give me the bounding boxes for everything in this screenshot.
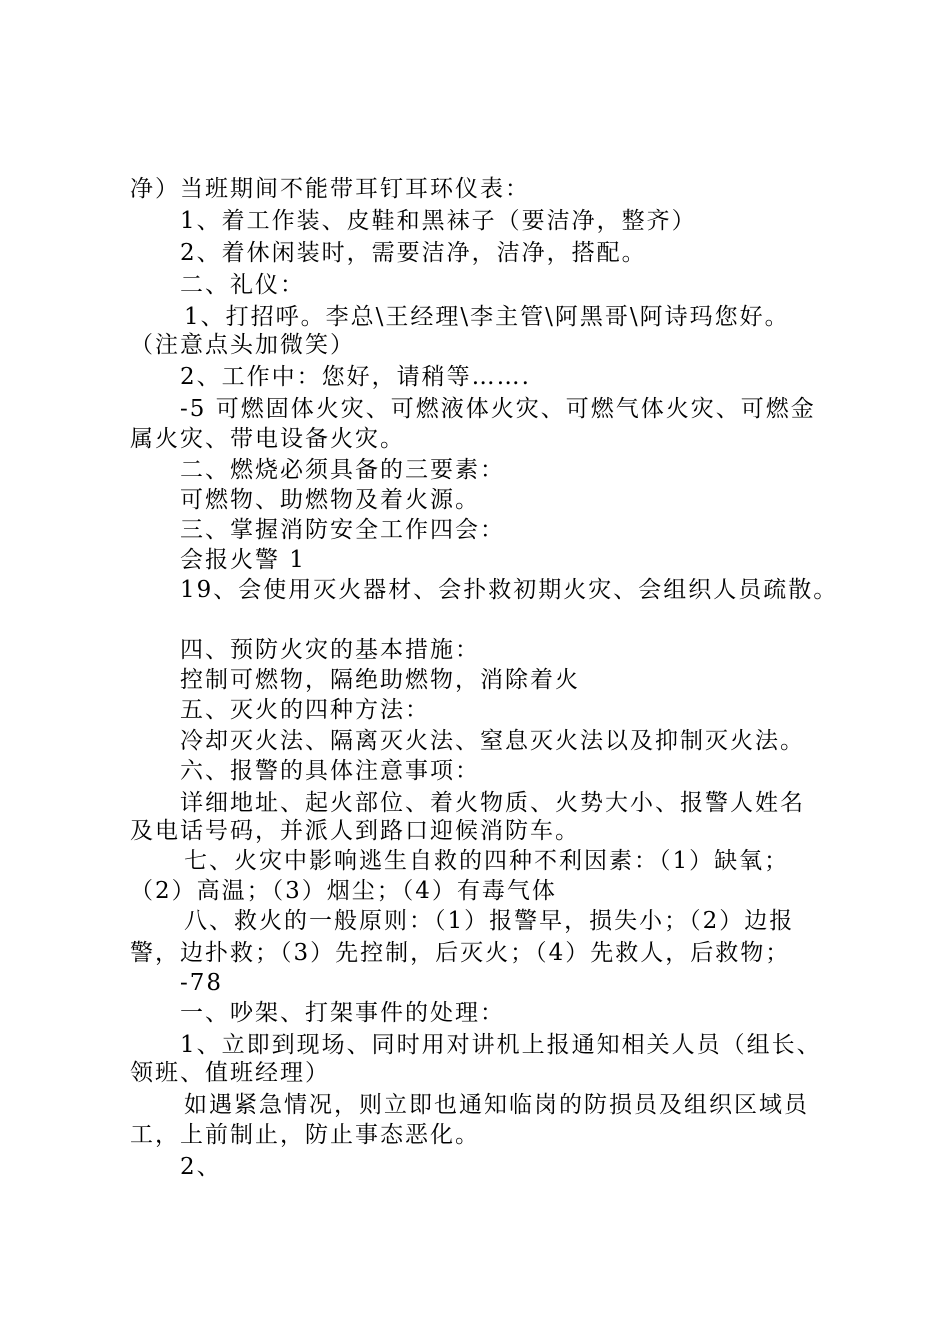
text-line: （2）高温；（3）烟尘；（4）有毒气体 [130, 878, 557, 904]
text-line: 净）当班期间不能带耳钉耳环仪表： [130, 176, 530, 202]
section-heading: 四、预防火灾的基本措施： [180, 637, 480, 663]
text-line: 2、 [180, 1154, 222, 1180]
text-line: 1、打招呼。李总\王经理\李主管\阿黑哥\阿诗玛您好。 [184, 304, 790, 330]
text-line: 19、会使用灭火器材、会扑救初期火灾、会组织人员疏散。 [180, 577, 839, 603]
section-heading: 二、燃烧必须具备的三要素： [180, 457, 505, 483]
section-heading: 二、礼仪： [180, 272, 305, 298]
text-line: -5 可燃固体火灾、可燃液体火灾、可燃气体火灾、可燃金 [180, 396, 816, 422]
section-heading: 五、灭火的四种方法： [180, 697, 430, 723]
text-line: 1、着工作装、皮鞋和黑袜子（要洁净，整齐） [180, 208, 697, 234]
text-line: 1、立即到现场、同时用对讲机上报通知相关人员（组长、 [180, 1032, 822, 1058]
text-line: 警，边扑救；（3）先控制，后灭火；（4）先救人，后救物； [130, 940, 791, 966]
section-heading: 三、掌握消防安全工作四会： [180, 517, 505, 543]
section-heading: 八、救火的一般原则：（1）报警早，损失小；（2）边报 [184, 908, 795, 934]
section-heading: 一、吵架、打架事件的处理： [180, 1000, 505, 1026]
section-heading: 六、报警的具体注意事项： [180, 758, 480, 784]
text-line: 详细地址、起火部位、着火物质、火势大小、报警人姓名 [180, 790, 805, 816]
text-line: 及电话号码，并派人到路口迎候消防车。 [130, 818, 580, 844]
text-line: -78 [180, 970, 224, 996]
text-line: （注意点头加微笑） [130, 332, 355, 358]
text-line: 属火灾、带电设备火灾。 [130, 426, 405, 452]
text-line: 领班、值班经理） [130, 1060, 330, 1086]
text-line: 工，上前制止，防止事态恶化。 [130, 1122, 480, 1148]
text-line: 2、工作中：您好，请稍等……. [180, 364, 531, 390]
text-line: 2、着休闲装时，需要洁净，洁净，搭配。 [180, 240, 647, 266]
text-line: 如遇紧急情况，则立即也通知临岗的防损员及组织区域员 [184, 1092, 809, 1118]
text-line: 控制可燃物，隔绝助燃物，消除着火 [180, 667, 580, 693]
text-line: 会报火警 1 [180, 547, 306, 573]
text-line: 可燃物、助燃物及着火源。 [180, 487, 480, 513]
section-heading: 七、火灾中影响逃生自救的四种不利因素：（1）缺氧； [184, 848, 790, 874]
text-line: 冷却灭火法、隔离灭火法、窒息灭火法以及抑制灭火法。 [180, 728, 805, 754]
